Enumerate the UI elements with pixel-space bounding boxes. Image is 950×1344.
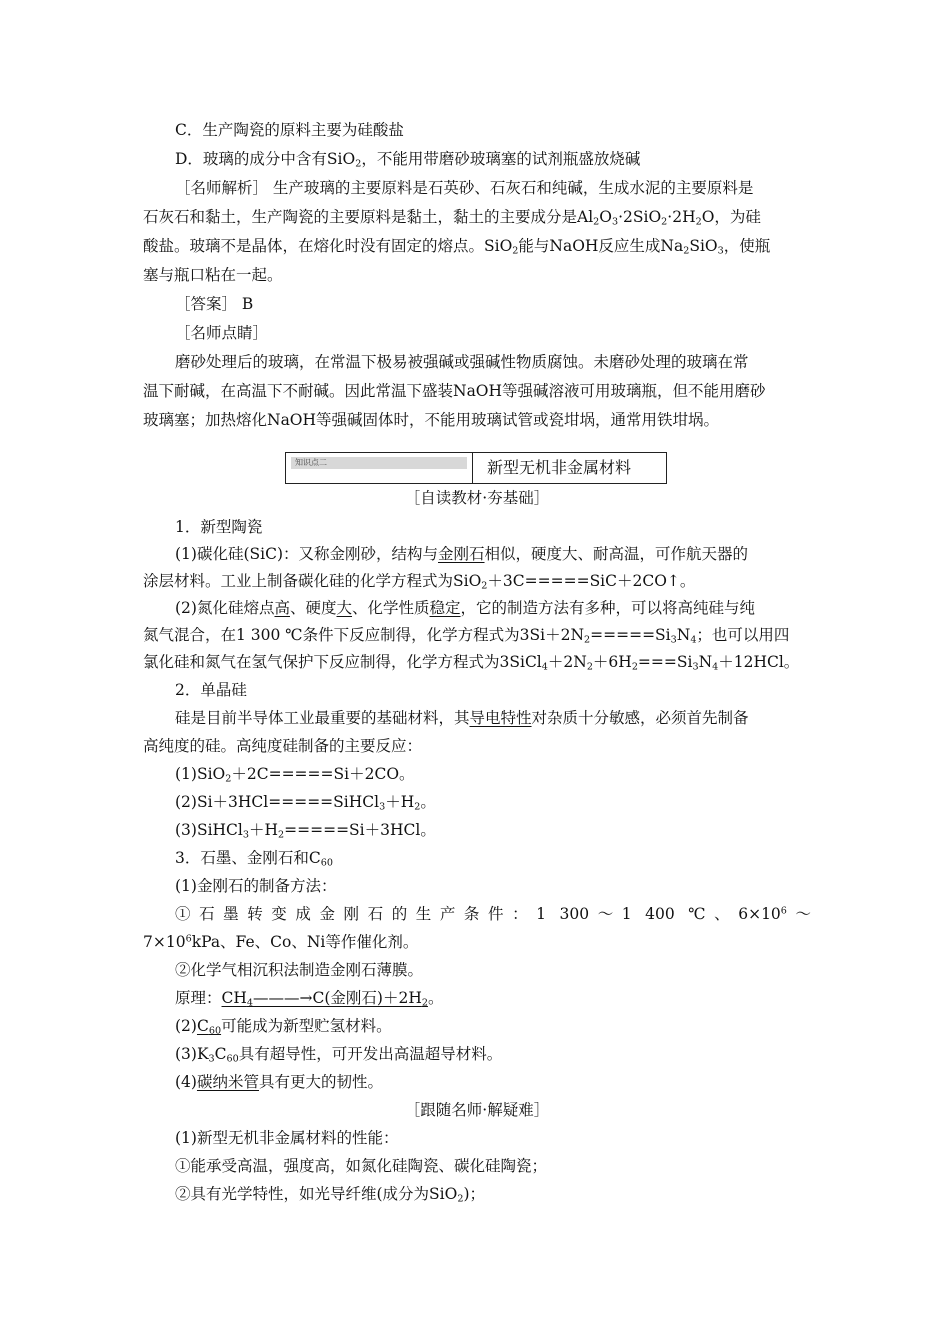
- s1-p2-line-3: 氯化硅和氮气在氢气保护下反应制得，化学方程式为$3SiCl_4+2N_2+6H_2===Si_3N_4+12HCl$。: [143, 653, 800, 673]
- tip-title: ［名师点睛］: [175, 324, 269, 342]
- props-item-2: ②具有光学特性，如光导纤维(成分为SiO$_2$)；: [175, 1185, 486, 1205]
- s3-p1: (1)金刚石的制备方法：: [175, 877, 337, 895]
- s2-reaction-3: $(3)SiHCl_3+H_2=====Si+3HCl$。: [175, 821, 436, 841]
- s3-condition-line-2: $7\times 10^6kPa$、Fe、Co、Ni等作催化剂。: [143, 933, 419, 951]
- s3-p2: $(2)C_{60}$可能成为新型贮氢材料。: [175, 1017, 392, 1037]
- s2-p1-line-1: 硅是目前半导体工业最重要的基础材料，其导电特性对杂质十分敏感，必须首先制备: [175, 709, 749, 727]
- props-title: (1)新型无机非金属材料的性能：: [175, 1129, 399, 1147]
- option-c: C．生产陶瓷的原料主要为硅酸盐: [175, 121, 404, 139]
- s3-principle: 原理：$CH_4———\to C$(金刚石)$+2H_2$。: [175, 989, 444, 1009]
- analysis-line-4: 塞与瓶口粘在一起。: [143, 266, 283, 284]
- tip-line-1: 磨砂处理后的玻璃，在常温下极易被强碱或强碱性物质腐蚀。未磨砂处理的玻璃在常: [175, 353, 749, 371]
- s3-p4: (4)碳纳米管具有更大的韧性。: [175, 1073, 383, 1091]
- s2-p1-line-2: 高纯度的硅。高纯度硅制备的主要反应：: [143, 737, 423, 755]
- s2-reaction-1: (1)SiO$_2$＋2C=====Si＋2CO。: [175, 765, 415, 785]
- tip-line-3: 玻璃塞；加热熔化NaOH等强碱固体时，不能用玻璃试管或瓷坩埚，通常用铁坩埚。: [143, 411, 720, 429]
- answer: ［答案］ B: [175, 295, 254, 313]
- follow-heading: ［跟随名师·解疑难］: [404, 1101, 550, 1119]
- option-d: D．玻璃的成分中含有SiO$_2$，不能用带磨砂玻璃塞的试剂瓶盛放烧碱: [175, 150, 641, 170]
- s1-p2-line-1: (2)氮化硅熔点高、硬度大、化学性质稳定，它的制造方法有多种，可以将高纯硅与纯: [175, 599, 756, 617]
- s2-reaction-2: $(2)Si+3HCl=====SiHCl_3+H_2$。: [175, 793, 436, 813]
- s2-title: 2．单晶硅: [175, 681, 247, 699]
- section-banner: [285, 452, 667, 484]
- s3-title: 3．石墨、金刚石和$C_{60}$: [175, 849, 333, 869]
- s3-cvd: ②化学气相沉积法制造金刚石薄膜。: [175, 961, 424, 979]
- s3-p3: $(3)K_3C_{60}$具有超导性，可开发出高温超导材料。: [175, 1045, 503, 1065]
- banner-tag: 知识点二: [291, 457, 467, 469]
- s1-p1-line-1: (1)碳化硅(SiC)：又称金刚砂，结构与金刚石相似，硬度大、耐高温，可作航天器的: [175, 545, 749, 563]
- analysis-line-1: ［名师解析］ 生产玻璃的主要原料是石英砂、石灰石和纯碱，生成水泥的主要原料是: [175, 179, 754, 197]
- tip-line-2: 温下耐碱，在高温下不耐碱。因此常温下盛装NaOH等强碱溶液可用玻璃瓶，但不能用磨砂: [143, 382, 766, 400]
- s1-title: 1．新型陶瓷: [175, 518, 263, 536]
- analysis-line-3: 酸盐。玻璃不是晶体，在熔化时没有固定的熔点。SiO$_2$能与NaOH反应生成$Na_2SiO_3$，使瓶: [143, 237, 771, 257]
- s3-condition-line-1: ①石墨转变成金刚石的生产条件：1 300～1 400 ℃、$6\times 10^6\sim$: [175, 905, 811, 923]
- self-study-heading: ［自读教材·夯基础］: [404, 489, 550, 507]
- s1-p2-line-2: 氮气混合，在1 300 ℃条件下反应制得，化学方程式为$3Si+2N_2=====Si_3N_4$；也可以用四: [143, 626, 790, 646]
- banner-tag-cell: [286, 453, 473, 483]
- s1-p1-line-2: 涂层材料。工业上制备碳化硅的化学方程式为SiO$_2$＋3C=====SiC＋2CO↑。: [143, 572, 696, 592]
- banner-title: 新型无机非金属材料: [487, 458, 632, 477]
- props-item-1: ①能承受高温，强度高，如氮化硅陶瓷、碳化硅陶瓷；: [175, 1157, 548, 1175]
- analysis-line-2: 石灰石和黏土，生产陶瓷的主要原料是黏土，黏土的主要成分是$Al_2O_3\cdot 2SiO_2\cdot 2H_2O$，为硅: [143, 208, 761, 228]
